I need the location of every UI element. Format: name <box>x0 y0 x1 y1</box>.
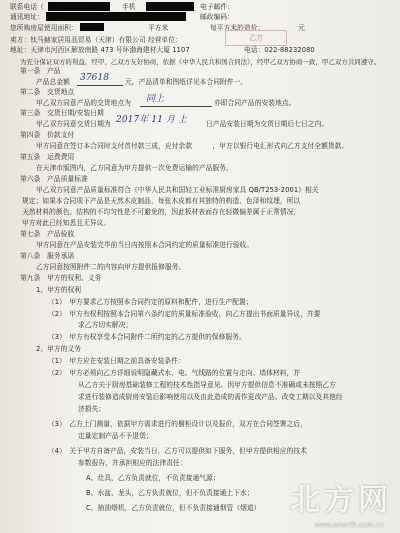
watermark-url: www.enorth.com.cn <box>314 521 384 529</box>
header-address-label: 通讯地址： <box>10 13 44 21</box>
redacted-area <box>80 23 104 31</box>
section-2-location-handwritten: 同上 <box>146 94 165 104</box>
section-3-title: 第三条 交货日期/安装日期 <box>20 109 104 117</box>
section-6-line-4: 甲方对此已经知悉且无异议。 <box>22 219 111 227</box>
obligations-item-2: （2） 甲方必须向乙方详细说明隐藏式水、电、气线路的位置与走向、墙体材料，并 <box>48 369 301 377</box>
header-phone-label: 联系电话（ <box>10 3 44 11</box>
section-8-body: 乙方同意按照附件二的内容向甲方提供报修服务。 <box>36 263 186 271</box>
rights-heading: 1、甲方的权利 <box>36 286 82 294</box>
section-5-body: 在天津市版图内，乙方同意为甲方提供一次免费运输的产品服务。 <box>36 164 233 172</box>
rights-item-3: （3） 甲方有权享受本合同附件二所约定的乙方提供的保修服务。 <box>48 333 246 341</box>
obligations-item-2-cont-3: 济损失； <box>78 405 106 413</box>
header-area-unit: 平方米 <box>148 24 169 32</box>
redacted-phone <box>48 2 110 11</box>
obligations-item-4-c: C、抽油烟机，乙方负责就位，但不负责接通烟管（烟道） <box>86 504 261 512</box>
section-2-title: 第二条 交货地点 <box>20 88 75 96</box>
rights-item-2-cont: 求乙方切实解决； <box>78 321 133 329</box>
obligations-item-2-cont-1: 从乙方关于厨房基础装修工程的技术性指导意见。因甲方提供信息不准确或未按照乙方 <box>78 381 336 389</box>
watermark-brand: 北方网 <box>290 483 392 518</box>
section-1-amount-rest: 元，产品清单和图纸详见本合同附件一。 <box>125 78 248 86</box>
section-3-date-handwritten: 2017年 11 月 上 <box>116 115 188 125</box>
header-postcode-label: 邮政编码： <box>200 13 234 21</box>
section-7-body: 甲方同意在产品安装完毕前当日内按照本合同约定的质量标准进行验收。 <box>36 241 254 249</box>
section-1-amount-handwritten: 37618 <box>80 73 110 83</box>
header-seller-phone: 电话：022-88232080 <box>244 46 315 54</box>
obligations-item-4-cont: 参数报告，并承担相应的法律责任： <box>78 459 187 467</box>
intro-paragraph: 为充分保证双方的利益，经甲、乙双方友好协商，依据《中华人民共和国合同法》，经甲乙双方协商一致，甲乙双方共同遵守。 <box>20 58 381 66</box>
section-5-title: 第五条 运费费用 <box>20 153 75 161</box>
seller-stamp: 乙方 <box>225 30 287 46</box>
section-2-location-rest: 亦即合同产品的安装地点。 <box>214 99 296 107</box>
rights-item-2: （2） 甲方有权利按照本合同第六条约定的质量标准验收，向乙方提出书面质量异议，并要 <box>48 310 321 318</box>
obligations-item-4-a: A、灶具，乙方负责就位，不负责接通气源； <box>86 474 220 482</box>
section-7-title: 第七条 产品验收 <box>20 230 75 238</box>
section-8-title: 第八条 服务承诺 <box>20 252 75 260</box>
section-6-line-3: 天然材料的颜色、结构的不均匀性是不可避免的，因此板材表面存在轻微偏差属于正常情况， <box>22 208 301 216</box>
section-6-line-2: 规定；如果本合同项下产品是天然木皮制品，每张木皮都有其独特的构造、色泽和纹理，所以 <box>22 197 301 205</box>
header-price-unit: 元 <box>298 24 305 32</box>
amount-underline <box>77 85 123 86</box>
rights-item-1: （1） 甲方要求乙方按照本合同约定的原料和配件，进行生产配置； <box>48 298 253 306</box>
header-email-label: 电子邮件： <box>200 3 234 11</box>
obligations-heading: 2、甲方的义务 <box>36 345 82 353</box>
section-9-title: 第九条 甲方的权利、义务 <box>20 274 102 282</box>
header-seller: 卖方：钛马赫家居用品贸易（天津）有限公司 经营单位： <box>10 36 182 44</box>
header-price-label: 每平方米的造价： <box>210 24 265 32</box>
section-4-body: 甲方同意在签订本合同时支付首付款三成，应付余款 ，甲方以银行电汇形式向乙方支付全额货款。 <box>36 142 349 150</box>
section-6-line-1: 甲乙双方同意产品质量标准符合《中华人民共和国轻工业标准厨房家具 QB/T253-2001》相关 <box>36 186 319 194</box>
obligations-item-3: （3） 乙方上门测量，依据甲方需求进行的橱柜设计以及报价，双方在合同签署之后， <box>48 420 307 428</box>
redacted-mobile <box>146 2 194 11</box>
section-1-title: 第一条 产品 <box>20 67 61 75</box>
header-area-label: 您所购房屋使用面积： <box>10 24 78 32</box>
header-seller-address: 地址：天津市河西区解放南路 473 号环渤海建材大厦 1107 <box>10 46 190 54</box>
section-3-date-label: 甲乙双方同意交货日期为 <box>36 120 111 128</box>
redacted-address <box>46 12 186 21</box>
section-1-amount-label: 产品总金额 <box>36 78 70 86</box>
location-underline <box>140 106 212 107</box>
section-3-date-rest: 日产品安装日期为交货日期后七日之内。 <box>206 120 329 128</box>
section-2-location-label: 甲乙双方同意产品的交货地点为 <box>36 99 132 107</box>
obligations-item-2-cont-2: 求进行装修造成厨房安装后影响使用以及由此造成的需作更改产品、改变工期以及其他经 <box>78 393 343 401</box>
header-mobile-label: 手机 <box>122 3 136 11</box>
obligations-item-4-b: B、水盆、龙头，乙方负责就位，但不负责接通上下水； <box>86 489 254 497</box>
obligations-item-1: （1） 甲方应在安装日期之前具备安装条件： <box>48 357 185 365</box>
section-4-title: 第四条 价款支付 <box>20 131 75 139</box>
section-6-title: 第六条 产品质量标准 <box>20 175 88 183</box>
obligations-item-4: （4） 关于甲方自备产品，安装当日，乙方可以提供如下服务，但甲方提供相应的技术 <box>48 447 307 455</box>
obligations-item-3-cont: 定量定制产品不予退货； <box>78 432 153 440</box>
